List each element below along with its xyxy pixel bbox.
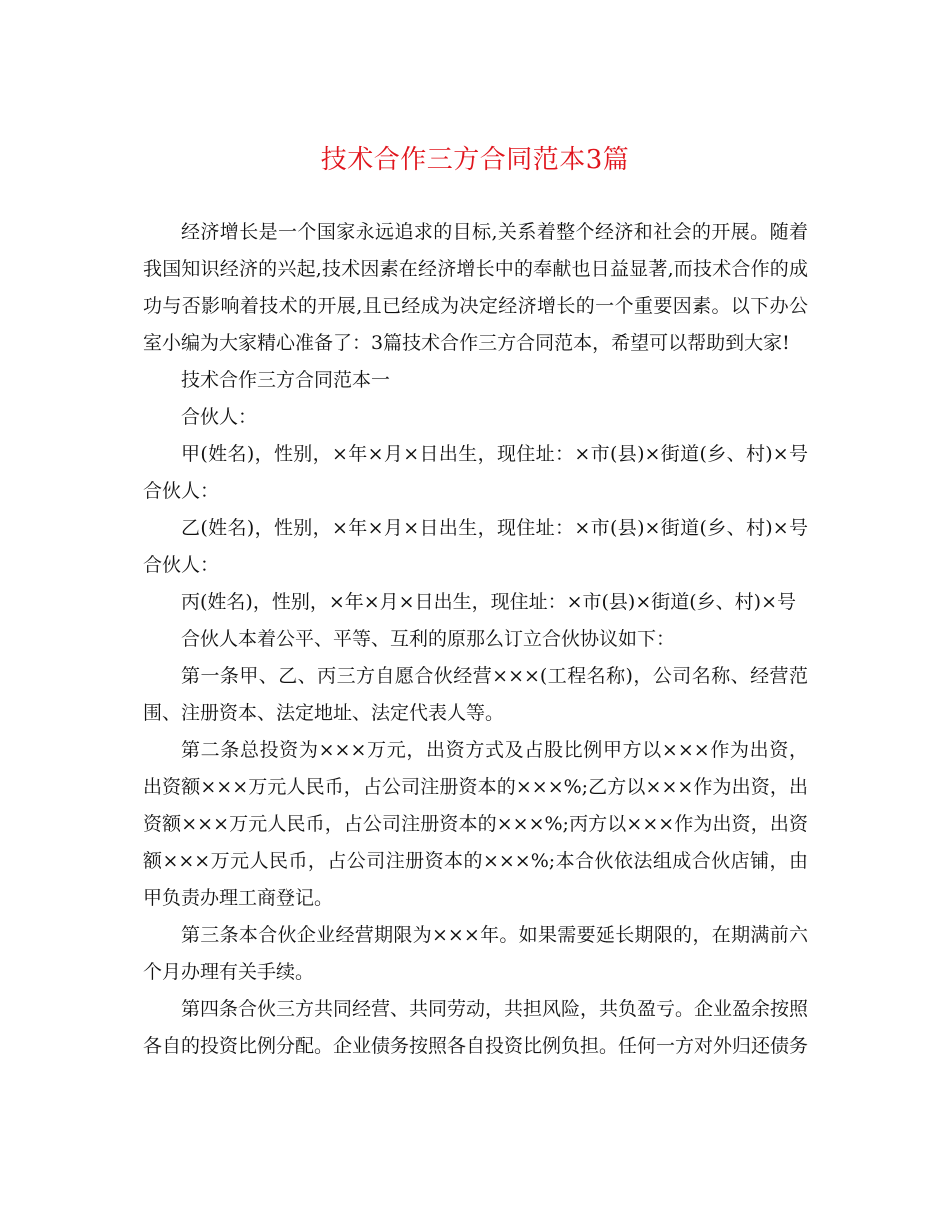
partners-label: 合伙人： <box>181 406 258 428</box>
article-4-paragraph: 第四条合伙三方共同经营、共同劳动，共担风险，共负盈亏。企业盈余按照各自的投资比例分配。企业债务按照各自投资比例负担。任何一方对外归还债务 <box>143 998 809 1057</box>
partner-a-paragraph: 甲(姓名)，性别，×年×月×日出生，现住址：×市(县)×街道(乡、村)×号合伙人： <box>143 443 808 502</box>
partner-b-paragraph: 乙(姓名)，性别，×年×月×日出生，现住址：×市(县)×街道(乡、村)×号合伙人： <box>143 517 808 576</box>
intro-paragraph: 经济增长是一个国家永远追求的目标,关系着整个经济和社会的开展。随着我国知识经济的兴起,技术因素在经济增长中的奉献也日益显著,而技术合作的成功与否影响着技术的开展,且已经成为决定经济增长的一个重要因素。以下办公室小编为大家精心准备了：3篇技术合作三方合同范本，希望可以帮助到大家! <box>143 221 808 354</box>
article-3-paragraph: 第三条本合伙企业经营期限为×××年。如果需要延长期限的，在期满前六个月办理有关手续。 <box>143 924 808 983</box>
article-1-paragraph: 第一条甲、乙、丙三方自愿合伙经营×××(工程名称)，公司名称、经营范围、注册资本、法定地址、法定代表人等。 <box>143 665 808 724</box>
partner-c-paragraph: 丙(姓名)，性别，×年×月×日出生，现住址：×市(县)×街道(乡、村)×号 <box>181 591 796 613</box>
document-title: 技术合作三方合同范本3篇 <box>320 145 630 175</box>
agreement-intro-paragraph: 合伙人本着公平、平等、互利的原那么订立合伙协议如下： <box>181 628 676 650</box>
article-2-paragraph: 第二条总投资为×××万元，出资方式及占股比例甲方以×××作为出资，出资额×××万元人民币，占公司注册资本的×××%;乙方以×××作为出资，出资额×××万元人民币，占公司注册资本的×××%;丙方以×××作为出资，出资额×××万元人民币，占公司注册资本的×××%;本合伙依法组成合伙店铺，由甲负责办理工商登记。 <box>143 739 808 909</box>
document-body <box>143 214 808 1065</box>
section-heading: 技术合作三方合同范本一 <box>181 369 391 391</box>
